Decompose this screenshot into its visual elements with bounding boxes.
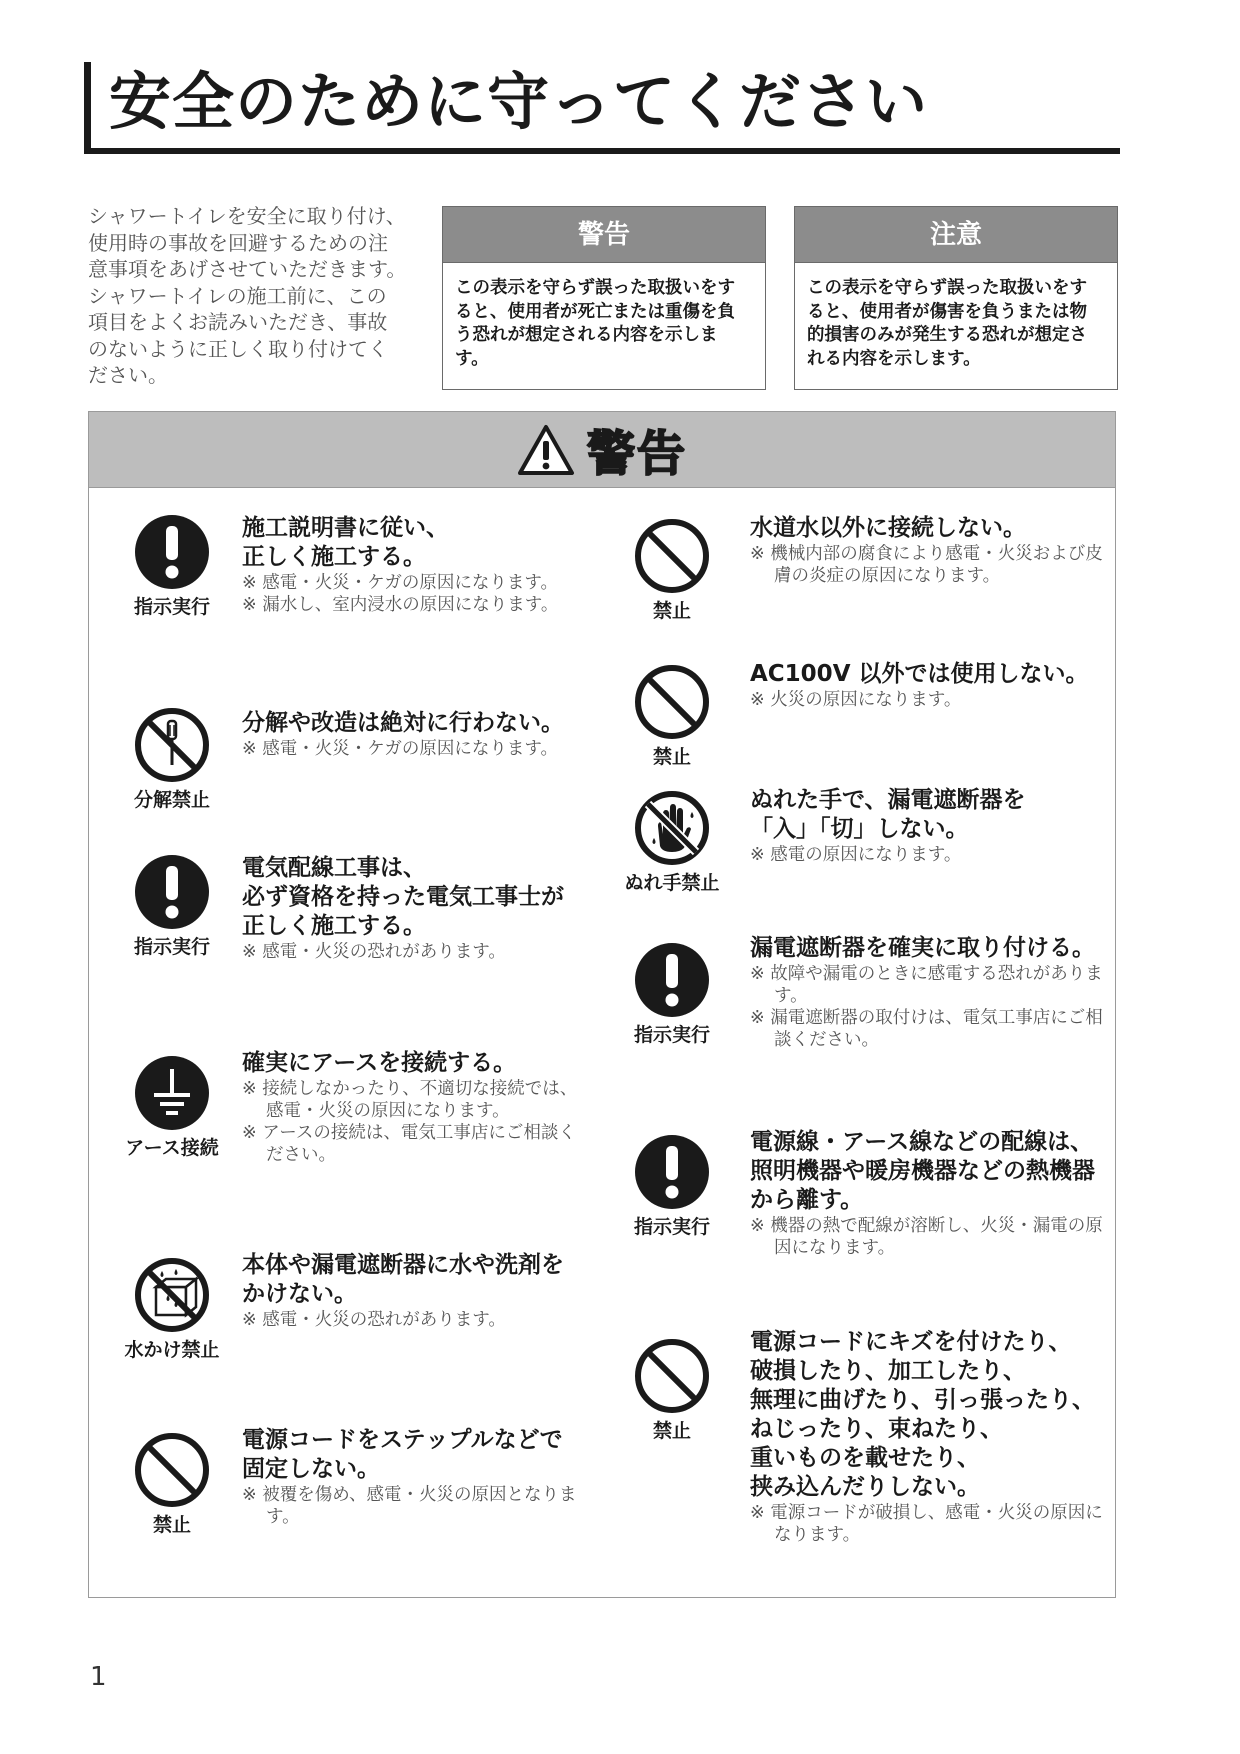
item-title-line: 電源コードをステップルなどで — [242, 1427, 563, 1453]
item-title-line: 破損したり、加工したり、 — [750, 1358, 1026, 1384]
instruction-icon — [634, 1134, 710, 1210]
prohibited-icon — [634, 518, 710, 594]
item-title-line: から離す。 — [750, 1187, 864, 1213]
intro-line: 項目をよくお読みいただき、事故 — [88, 310, 388, 334]
no-disassembly-icon — [134, 707, 210, 783]
item-title-line: 挟み込んだりしない。 — [750, 1474, 980, 1500]
warning-triangle-icon — [517, 424, 575, 476]
item-title-line: AC100V 以外では使用しない。 — [750, 661, 1089, 687]
item-text — [750, 514, 1110, 587]
icon-block — [124, 1257, 220, 1362]
legend-line: 的損害のみが発生する恐れが想定さ — [807, 325, 1087, 345]
item-title-line: 照明機器や暖房機器などの熱機器 — [750, 1158, 1095, 1184]
legend-line: この表示を守らず誤った取扱いをす — [807, 278, 1087, 298]
intro-line: 意事項をあげさせていただきます。 — [88, 257, 407, 281]
item-title-line: 正しく施工する。 — [242, 913, 426, 939]
item-text — [750, 934, 1110, 1051]
page-number: 1 — [90, 1662, 107, 1692]
legend-line: れる内容を示します。 — [807, 348, 981, 369]
icon-label: 指示実行 — [133, 936, 210, 958]
intro-line: のないように正しく取り付けてく — [88, 336, 388, 361]
icon-label: 禁止 — [152, 1514, 191, 1536]
legend-warning-desc — [443, 263, 765, 371]
item-title-line: ねじったり、束ねたり、 — [750, 1416, 1003, 1442]
item-text — [750, 660, 1110, 711]
page-title: 安全のために守ってください — [109, 65, 929, 138]
legend-line: う恐れが想定される内容を示しま — [455, 325, 718, 345]
icon-block — [124, 514, 220, 619]
icon-block — [624, 518, 720, 623]
intro-text — [88, 203, 418, 389]
prohibited-icon — [134, 1432, 210, 1508]
icon-block — [624, 1338, 720, 1443]
item-title-line: 「入」「切」しない。 — [750, 816, 969, 842]
item-title-line: 漏電遮断器を確実に取り付ける。 — [750, 935, 1095, 961]
legend-caution-label: 注意 — [795, 207, 1117, 263]
prohibited-icon — [634, 664, 710, 740]
intro-line: ださい。 — [88, 363, 168, 387]
item-note: ※ 被覆を傷め、感電・火災の原因となります。 — [242, 1485, 577, 1527]
item-title-line: 分解や改造は絶対に行わない。 — [242, 710, 564, 736]
item-text — [242, 709, 592, 760]
item-title-line: 施工説明書に従い、 — [242, 515, 449, 541]
icon-block — [124, 1055, 220, 1160]
item-title-line: 確実にアースを接続する。 — [242, 1050, 517, 1076]
item-title-line: 無理に曲げたり、引っ張ったり、 — [750, 1387, 1095, 1413]
icon-label: 禁止 — [652, 1420, 691, 1442]
item-note: ※ 漏電遮断器の取付けは、電気工事店にご相談ください。 — [750, 1008, 1103, 1050]
no-wet-hands-icon — [634, 790, 710, 866]
ground-icon — [134, 1055, 210, 1131]
legend-warning-label: 警告 — [443, 207, 765, 263]
icon-label: 禁止 — [652, 746, 691, 768]
warning-panel-title: 警告 — [586, 426, 687, 482]
legend-caution-box — [794, 206, 1118, 390]
icon-label: 指示実行 — [633, 1024, 710, 1046]
item-note: ※ 火災の原因になります。 — [750, 690, 962, 710]
legend-warning-box — [442, 206, 766, 390]
item-note: ※ 感電・火災の恐れがあります。 — [242, 942, 506, 962]
icon-label: 指示実行 — [133, 596, 210, 618]
item-note: ※ 感電・火災の恐れがあります。 — [242, 1310, 506, 1330]
intro-line: シャワートイレを安全に取り付け、 — [88, 204, 406, 228]
icon-block — [624, 790, 720, 895]
item-title-line: かけない。 — [242, 1281, 357, 1307]
item-note: ※ 漏水し、室内浸水の原因になります。 — [242, 595, 559, 615]
icon-block — [124, 707, 220, 812]
prohibited-icon — [634, 1338, 710, 1414]
page-title-frame — [84, 62, 1120, 154]
icon-block — [624, 942, 720, 1047]
item-title-line: 電源線・アース線などの配線は、 — [750, 1129, 1094, 1155]
item-note: ※ 感電・火災・ケガの原因になります。 — [242, 739, 558, 759]
icon-label: 禁止 — [652, 600, 691, 622]
item-text — [242, 854, 592, 963]
warning-panel-header — [89, 412, 1115, 488]
icon-label: 分解禁止 — [133, 789, 210, 811]
instruction-icon — [134, 854, 210, 930]
icon-label: ぬれ手禁止 — [624, 872, 720, 894]
item-note: ※ 接続しなかったり、不適切な接続では、感電・火災の原因になります。 — [242, 1079, 578, 1121]
item-text — [242, 1251, 592, 1331]
legend-caution-desc — [795, 263, 1117, 371]
no-water-icon — [134, 1257, 210, 1333]
item-note: ※ 電源コードが破損し、感電・火災の原因になります。 — [750, 1503, 1103, 1545]
legend-line: この表示を守らず誤った取扱いをす — [455, 278, 735, 298]
item-note: ※ 故障や漏電のときに感電する恐れがあります。 — [750, 964, 1103, 1006]
item-text — [242, 1049, 592, 1166]
item-text — [750, 1328, 1110, 1546]
icon-block — [124, 1432, 220, 1537]
intro-line: 使用時の事故を回避するための注 — [88, 230, 388, 255]
instruction-icon — [134, 514, 210, 590]
item-note: ※ アースの接続は、電気工事店にご相談ください。 — [242, 1123, 576, 1165]
legend-line: す。 — [455, 348, 489, 369]
item-title-line: 重いものを載せたり、 — [750, 1445, 980, 1471]
item-text — [750, 1128, 1110, 1259]
icon-block — [124, 854, 220, 959]
icon-label: 水かけ禁止 — [124, 1339, 220, 1361]
item-title-line: 電源コードにキズを付けたり、 — [750, 1329, 1072, 1355]
legend-line: ると、使用者が死亡または重傷を負 — [455, 301, 735, 322]
item-note: ※ 機械内部の腐食により感電・火災および皮膚の炎症の原因になります。 — [750, 544, 1103, 586]
item-title-line: 水道水以外に接続しない。 — [750, 515, 1026, 541]
instruction-icon — [634, 942, 710, 1018]
intro-line: シャワートイレの施工前に、この — [88, 283, 387, 308]
item-text — [242, 1426, 592, 1528]
item-note: ※ 機器の熱で配線が溶断し、火災・漏電の原因になります。 — [750, 1216, 1103, 1258]
item-title-line: 本体や漏電遮断器に水や洗剤を — [242, 1252, 564, 1278]
item-text — [242, 514, 592, 616]
icon-block — [624, 664, 720, 769]
legend-line: ると、使用者が傷害を負うまたは物 — [807, 301, 1087, 322]
item-note: ※ 感電の原因になります。 — [750, 845, 962, 865]
item-title-line: 必ず資格を持った電気工事士が — [242, 884, 564, 910]
item-title-line: 正しく施工する。 — [242, 544, 426, 570]
item-title-line: 固定しない。 — [242, 1456, 380, 1482]
icon-label: 指示実行 — [633, 1216, 710, 1238]
icon-label: アース接続 — [125, 1137, 219, 1159]
item-title-line: 電気配線工事は、 — [242, 855, 426, 881]
item-text — [750, 786, 1110, 866]
icon-block — [624, 1134, 720, 1239]
item-note: ※ 感電・火災・ケガの原因になります。 — [242, 573, 558, 593]
item-title-line: ぬれた手で、漏電遮断器を — [750, 787, 1026, 813]
